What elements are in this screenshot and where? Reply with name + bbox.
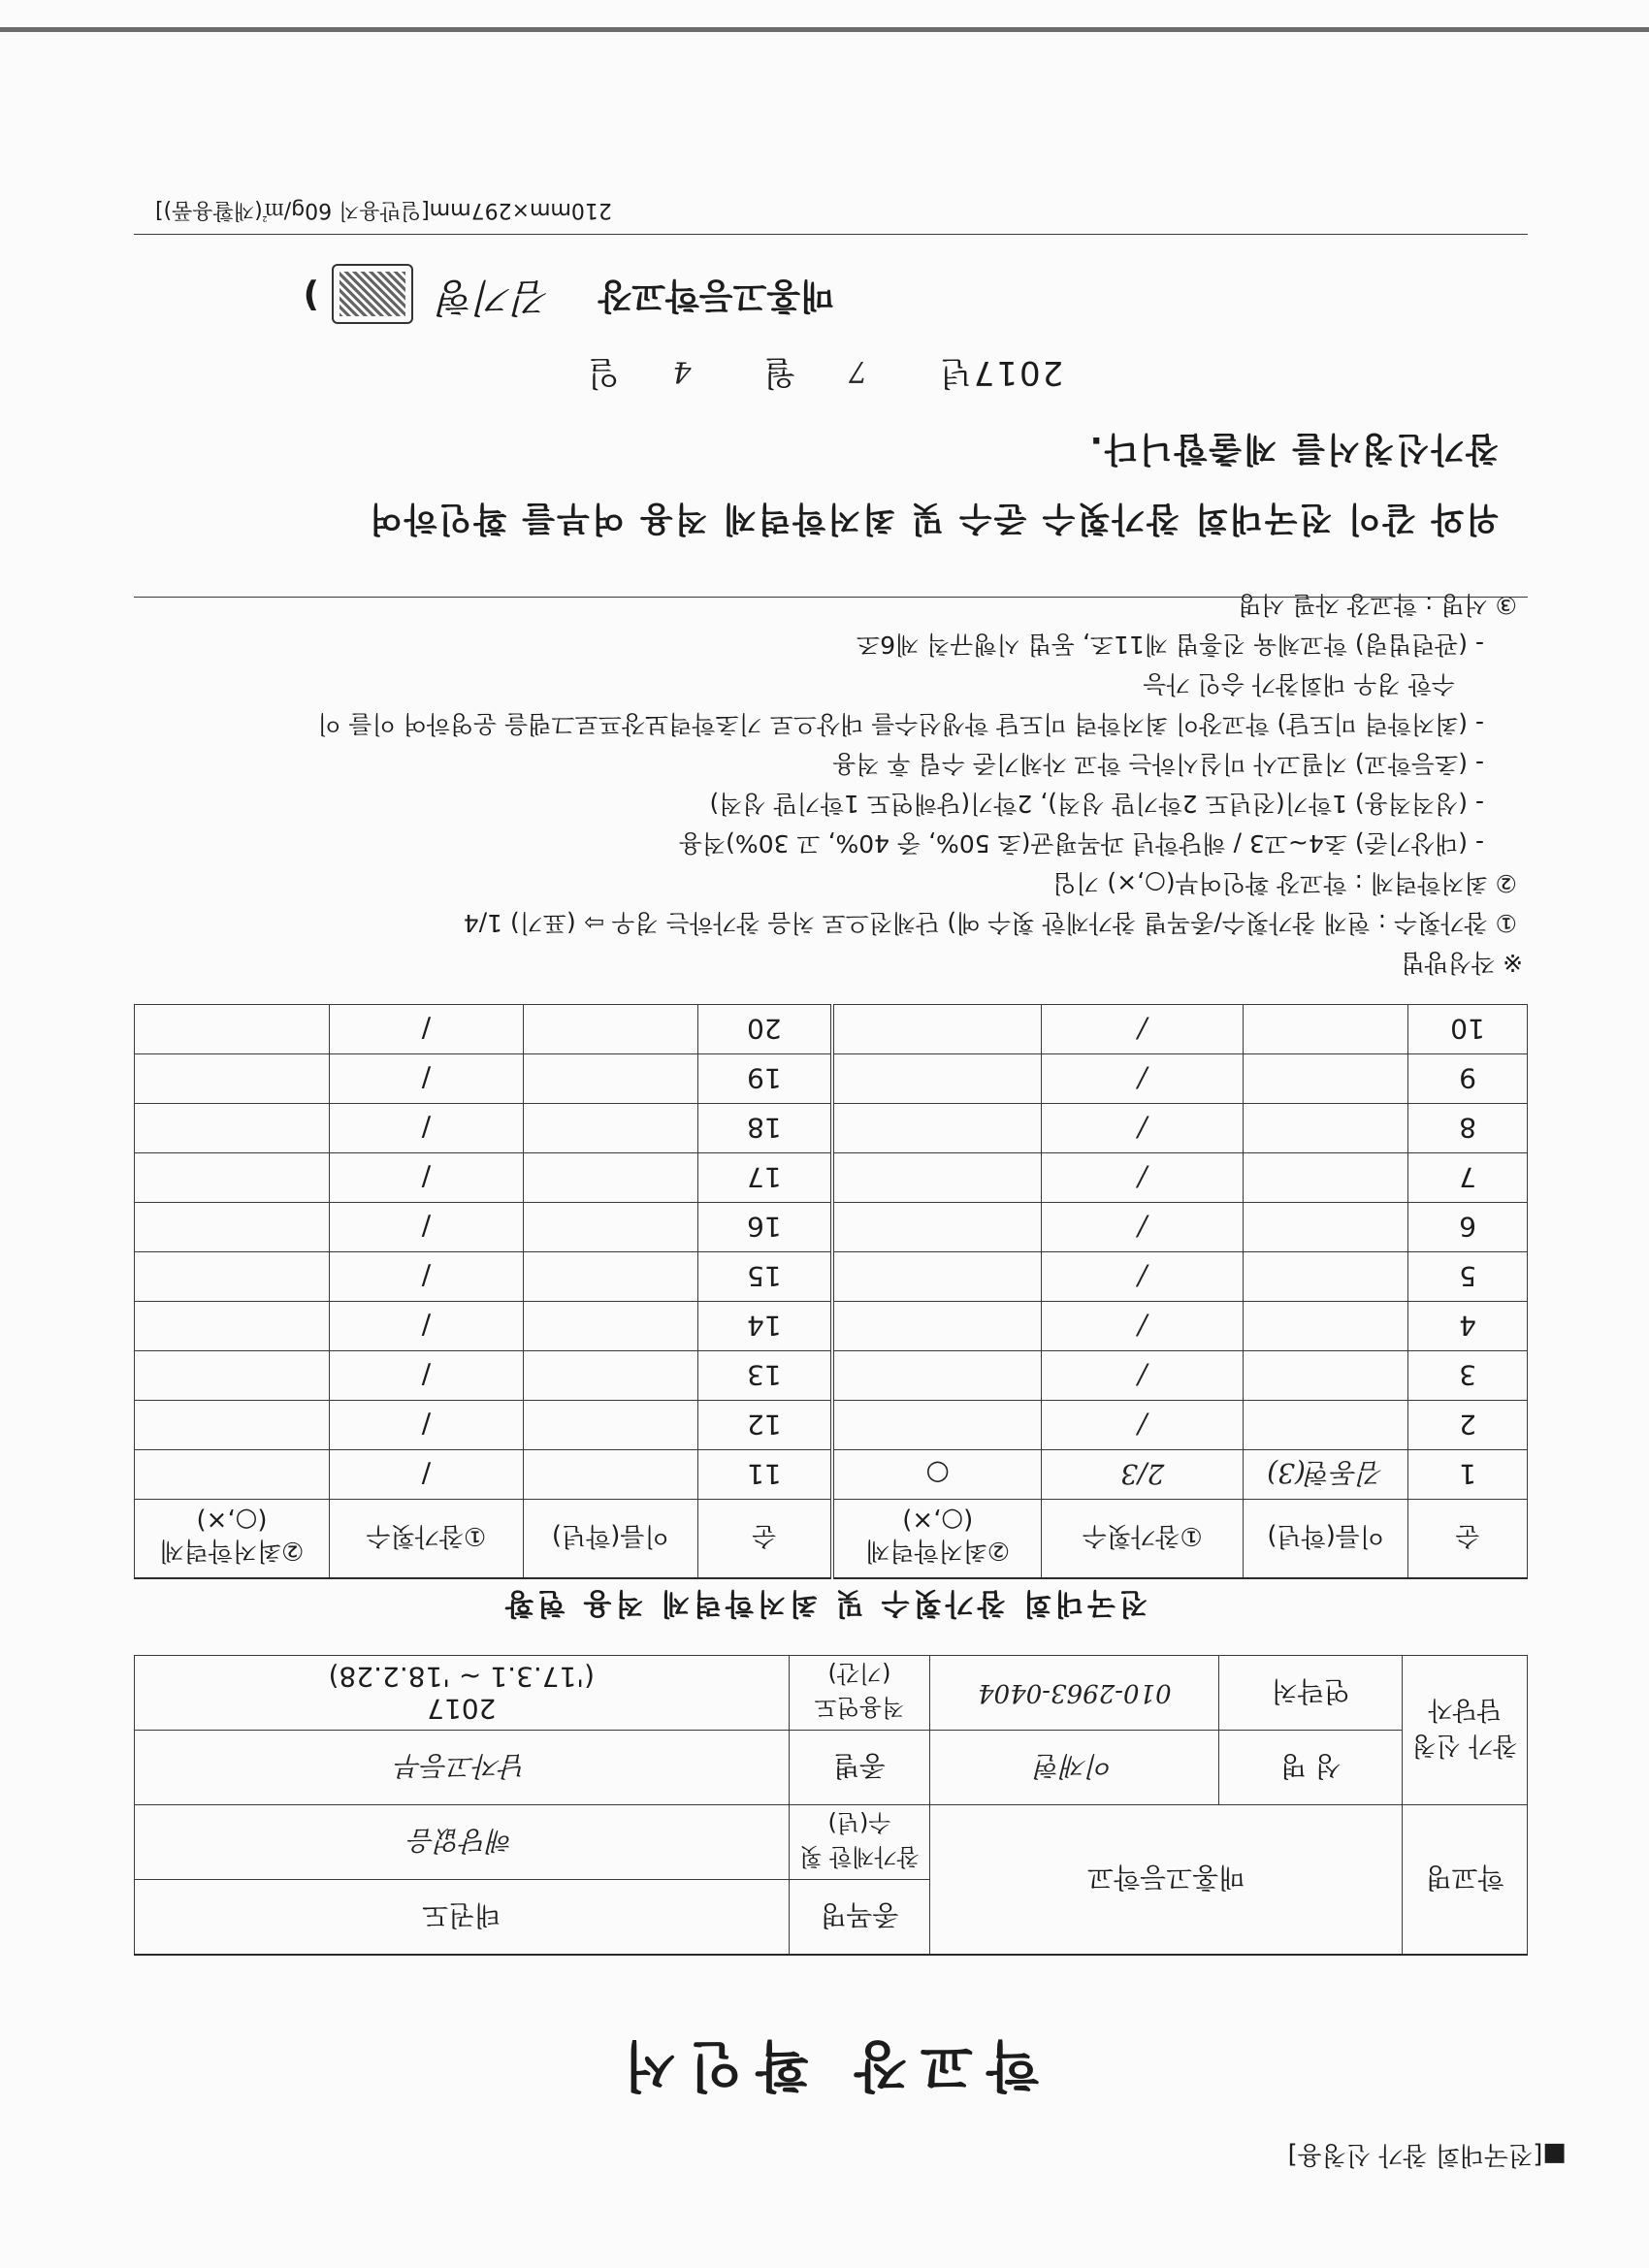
- cell-no: 11: [697, 1450, 832, 1500]
- cell-count: /: [329, 1450, 523, 1500]
- cell-name: [523, 1203, 697, 1252]
- cell-name: [523, 1401, 697, 1450]
- school-name-value: 매홍고등학교: [930, 1805, 1403, 1956]
- instruction-item: ② 최저학력제 : 학교장 확인여부(○,×) 기입: [1052, 869, 1517, 897]
- instruction-item: - (초등학교) 지필고사 미실시하는 학교 자체기준 수립 후 적용: [832, 750, 1484, 778]
- col-header-name: 이름(학년): [523, 1500, 697, 1579]
- cell-count: /: [329, 1153, 523, 1203]
- cell-no: 19: [697, 1054, 832, 1104]
- writing-instructions: [126, 585, 1523, 983]
- event-name-value: 태권도: [135, 1880, 790, 1956]
- cell-minimum: [135, 1054, 330, 1104]
- divider: [134, 597, 1528, 598]
- cell-minimum: [135, 1401, 330, 1450]
- cell-no: 10: [1408, 1005, 1528, 1054]
- instruction-item: 수한 경우 대회참가 승인 가능: [1143, 670, 1455, 698]
- cell-count: /: [329, 1351, 523, 1401]
- cell-name: [523, 1252, 697, 1302]
- cell-name: [1244, 1153, 1408, 1203]
- cell-minimum: [135, 1104, 330, 1153]
- confirmation-line: 참가신청서를 제출합니다.: [1087, 429, 1499, 468]
- participation-limit-label: 참가제한 횟수(년): [789, 1805, 930, 1880]
- cell-minimum: [135, 1450, 330, 1500]
- table-row: [135, 1005, 1528, 1054]
- cell-minimum: [832, 1005, 1042, 1054]
- cell-no: 4: [1408, 1302, 1528, 1351]
- date-day: 4: [670, 354, 692, 388]
- col-header-minimum: ②최저학력제 (○,×): [135, 1500, 330, 1579]
- cell-name: [523, 1054, 697, 1104]
- scan-edge: [0, 27, 1649, 32]
- cell-name: [1244, 1351, 1408, 1401]
- instruction-item: ③ 서명 : 학교장 자필 서명: [1238, 591, 1517, 619]
- table-row: [135, 1450, 1528, 1500]
- cell-name: [523, 1005, 697, 1054]
- cell-minimum: [832, 1401, 1042, 1450]
- cell-minimum: [832, 1252, 1042, 1302]
- cell-minimum: [135, 1351, 330, 1401]
- cell-no: 15: [697, 1252, 832, 1302]
- col-header-minimum: ②최저학력제 (○,×): [832, 1500, 1042, 1579]
- cell-count: /: [1042, 1054, 1244, 1104]
- cell-no: 13: [697, 1351, 832, 1401]
- cell-no: 6: [1408, 1203, 1528, 1252]
- staff-label: 참가 신청 담당자: [1403, 1656, 1528, 1805]
- cell-minimum: [135, 1005, 330, 1054]
- cell-name: [523, 1450, 697, 1500]
- cell-count: /: [1042, 1104, 1244, 1153]
- cell-count: /: [329, 1005, 523, 1054]
- cell-minimum: [135, 1203, 330, 1252]
- student-table: [134, 1004, 1528, 1579]
- cell-minimum: [135, 1302, 330, 1351]
- cell-name: [1244, 1302, 1408, 1351]
- document-category-tag: ■[전국대회 참가 신청용]: [1287, 2140, 1567, 2169]
- divider: [134, 234, 1528, 235]
- cell-minimum: [832, 1153, 1042, 1203]
- instructions-heading: ※ 작성방법: [1401, 949, 1523, 977]
- school-info-table: [134, 1655, 1528, 1956]
- col-header-name: 이름(학년): [1244, 1500, 1408, 1579]
- cell-no: 7: [1408, 1153, 1528, 1203]
- school-name-label: 학교명: [1403, 1805, 1528, 1956]
- cell-count: /: [1042, 1252, 1244, 1302]
- table-row: [135, 1054, 1528, 1104]
- cell-name: [1244, 1203, 1408, 1252]
- cell-no: 18: [697, 1104, 832, 1153]
- table-row: [135, 1252, 1528, 1302]
- cell-count: /: [1042, 1302, 1244, 1351]
- cell-name: 김동현(3): [1244, 1450, 1408, 1500]
- cell-name: [1244, 1054, 1408, 1104]
- confirmation-line: 위와 같이 전국대회 참가횟수 준수 및 최저학력제 적용 여부를 확인하여: [367, 499, 1499, 537]
- cell-no: 8: [1408, 1104, 1528, 1153]
- date-year: 2017년: [937, 353, 1064, 392]
- cell-minimum: [832, 1351, 1042, 1401]
- principal-signature-line: [304, 264, 834, 328]
- table-row: [135, 1302, 1528, 1351]
- document-title: 학교장 확인서: [609, 2033, 1040, 2096]
- period-year: 2017: [427, 1693, 497, 1725]
- cell-minimum: ○: [832, 1450, 1042, 1500]
- cell-name: [523, 1104, 697, 1153]
- cell-count: /: [329, 1252, 523, 1302]
- period-value: [135, 1656, 790, 1731]
- instruction-item: - (대상기준) 초4~고3 / 해당학년 과목평균(초 50%, 중 40%, 고 30%)적용: [678, 829, 1484, 858]
- instruction-item: ① 참가횟수 : 현재 참가횟수/종목별 참가제한 횟수 예) 단체전으로 처음 참가하는 경우 ⇨ (표기) 1/4: [463, 909, 1517, 937]
- cell-count: /: [1042, 1005, 1244, 1054]
- table-row: [135, 1656, 1528, 1731]
- cell-minimum: [832, 1054, 1042, 1104]
- category-value: 남자고등부: [135, 1731, 790, 1805]
- category-label: 종별: [789, 1731, 930, 1805]
- cell-count: 2/3: [1042, 1450, 1244, 1500]
- cell-count: /: [329, 1203, 523, 1252]
- cell-no: 2: [1408, 1401, 1528, 1450]
- date-month: 7: [846, 354, 868, 388]
- table-row: [135, 1880, 1528, 1956]
- table-row: [135, 1153, 1528, 1203]
- table-header-row: [135, 1500, 1528, 1579]
- principal-title: 매홍고등학교장: [598, 275, 834, 315]
- cell-no: 16: [697, 1203, 832, 1252]
- cell-count: /: [1042, 1401, 1244, 1450]
- period-label: 적용연도 (기간): [789, 1656, 930, 1731]
- cell-name: [523, 1351, 697, 1401]
- date-day-unit: 일: [585, 353, 620, 392]
- seal-suffix: ): [303, 275, 319, 315]
- cell-count: /: [329, 1401, 523, 1450]
- cell-minimum: [832, 1104, 1042, 1153]
- cell-name: [523, 1153, 697, 1203]
- table-row: [135, 1351, 1528, 1401]
- period-range: ('17.3.1 ~ '18.2.28): [328, 1661, 595, 1693]
- col-header-count: ①참가횟수: [1042, 1500, 1244, 1579]
- instruction-item: - (최저학력 미도달) 학교장이 최저학력 미도달 학생선수를 대상으로 기초학력보장프로그램을 운영하여 이를 이: [317, 710, 1484, 738]
- cell-name: [1244, 1005, 1408, 1054]
- date-month-unit: 월: [761, 353, 796, 392]
- col-header-count: ①참가횟수: [329, 1500, 523, 1579]
- col-header-no: 순: [697, 1500, 832, 1579]
- cell-count: /: [329, 1302, 523, 1351]
- cell-count: /: [1042, 1153, 1244, 1203]
- cell-name: [1244, 1252, 1408, 1302]
- cell-name: [1244, 1104, 1408, 1153]
- cell-minimum: [832, 1203, 1042, 1252]
- cell-minimum: [135, 1153, 330, 1203]
- cell-no: 20: [697, 1005, 832, 1054]
- table-row: [135, 1104, 1528, 1153]
- seal-stamp-icon: [332, 264, 413, 324]
- cell-count: /: [329, 1104, 523, 1153]
- cell-minimum: [135, 1252, 330, 1302]
- cell-name: [1244, 1401, 1408, 1450]
- cell-no: 9: [1408, 1054, 1528, 1104]
- cell-no: 1: [1408, 1450, 1528, 1500]
- confirmation-text: [121, 413, 1499, 553]
- instruction-item: - (관련법령) 학교체육 진흥법 제11조, 동법 시행규칙 제6조: [857, 631, 1484, 659]
- cell-no: 5: [1408, 1252, 1528, 1302]
- cell-count: /: [329, 1054, 523, 1104]
- cell-no: 3: [1408, 1351, 1528, 1401]
- student-section-title: 전국대회 참가횟수 및 최저학력제 적용 현황: [501, 1586, 1148, 1620]
- instruction-item: - (성적적용) 1학기(전년도 2학기말 성적), 2학기(당해연도 1학기말 성적): [709, 790, 1484, 818]
- table-row: [135, 1203, 1528, 1252]
- cell-name: [523, 1302, 697, 1351]
- col-header-no: 순: [1408, 1500, 1528, 1579]
- event-name-label: 종목명: [789, 1880, 930, 1956]
- staff-name-value: 이재현: [930, 1731, 1219, 1805]
- cell-no: 12: [697, 1401, 832, 1450]
- table-row: [135, 1401, 1528, 1450]
- staff-name-label: 성 명: [1219, 1731, 1403, 1805]
- participation-limit-value: 해당없음: [135, 1805, 790, 1880]
- table-row: [135, 1731, 1528, 1805]
- principal-signature: 김기형: [438, 275, 552, 319]
- cell-no: 14: [697, 1302, 832, 1351]
- contact-value: 010-2963-0404: [930, 1656, 1219, 1731]
- cell-count: /: [1042, 1351, 1244, 1401]
- document-date: [0, 352, 1649, 400]
- cell-no: 17: [697, 1153, 832, 1203]
- cell-count: /: [1042, 1203, 1244, 1252]
- contact-label: 연락처: [1219, 1656, 1403, 1731]
- cell-minimum: [832, 1302, 1042, 1351]
- paper-spec: 210mm×297mm[일반용지 60g/㎡(재활용품)]: [155, 198, 612, 222]
